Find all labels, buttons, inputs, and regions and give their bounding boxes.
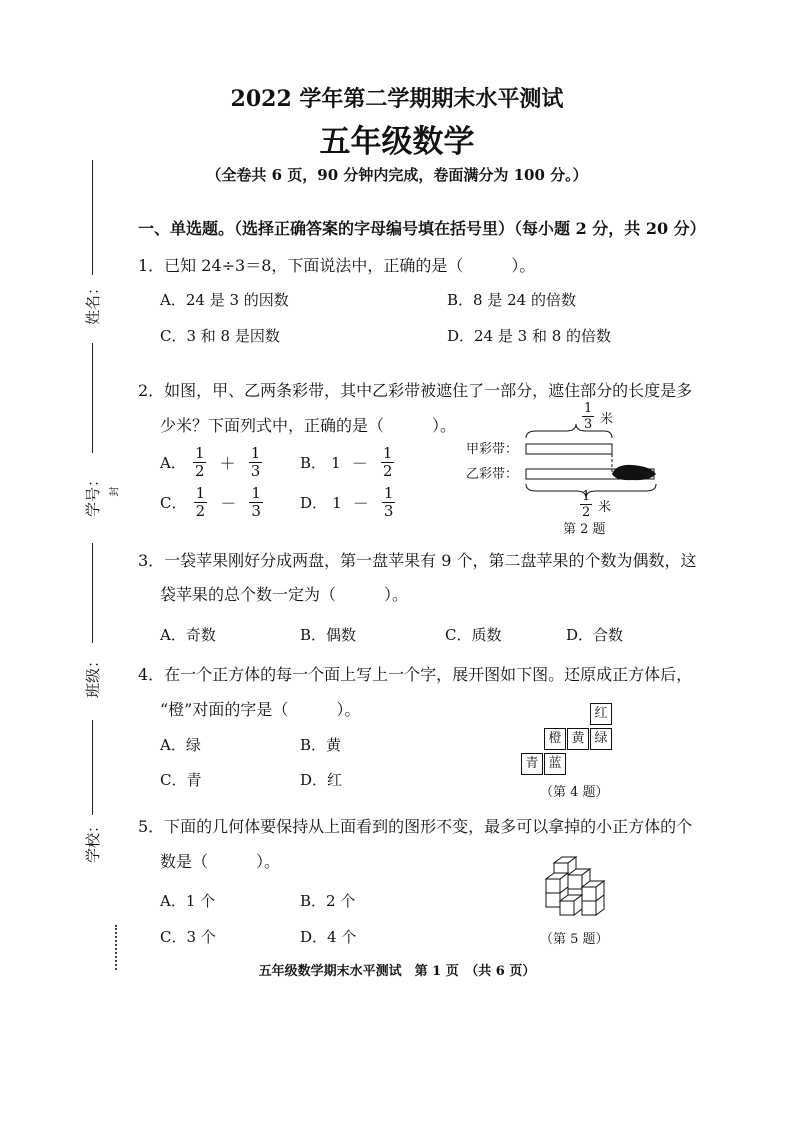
operator: －	[352, 494, 369, 513]
q3-stem-line1: 3．一袋苹果刚好分成两盘，第一盘苹果有 9 个，第二盘苹果的个数为偶数，这	[138, 551, 697, 570]
class-label: 班级：	[84, 652, 103, 699]
q2-figure-caption: 第 2 题	[563, 522, 606, 537]
q2-option-d	[300, 486, 397, 519]
q1-stem: 1．已知 24÷3＝8，下面说法中，正确的是（ ）。	[138, 256, 536, 275]
q5-option-b: B．2 个	[300, 892, 356, 910]
q3-option-a: A．奇数	[160, 626, 216, 644]
fraction: $\frac{1}{3}$	[383, 484, 394, 520]
q5-option-a: A．1 个	[160, 892, 216, 910]
name-label: 姓名：	[84, 279, 103, 326]
net-cell-mid3: 绿	[590, 728, 612, 750]
q1-option-a: A．24 是 3 的因数	[160, 291, 289, 309]
q2-option-c	[160, 486, 265, 519]
q5-option-d: D．4 个	[300, 928, 357, 946]
q2-bottom-fraction: $\frac{1}{2}$	[582, 489, 591, 520]
q2-option-d-label: D．	[300, 494, 328, 512]
fraction: $\frac{1}{3}$	[250, 444, 261, 480]
q4-option-c: C．青	[160, 771, 202, 789]
fraction: $\frac{1}{2}$	[194, 444, 205, 480]
q2-top-fraction: $\frac{1}{3}$	[584, 401, 593, 432]
q4-option-b: B．黄	[300, 736, 342, 754]
jia-label: 甲彩带：	[466, 442, 519, 457]
cube-net	[516, 703, 616, 778]
stacked-cubes-figure	[542, 853, 622, 928]
q1-option-c: C．3 和 8 是因数	[160, 327, 280, 345]
binding-seal-mark: 封	[109, 486, 121, 497]
q2-option-b	[300, 446, 396, 479]
q2-figure	[466, 402, 666, 537]
q5-stem-line2: 数是（ ）。	[160, 852, 281, 871]
q3-option-d: D．合数	[566, 626, 624, 644]
q3-option-c: C．质数	[445, 626, 502, 644]
q3-option-b: B．偶数	[300, 626, 357, 644]
operator: －	[220, 494, 237, 513]
q2-option-b-label: B．	[300, 454, 327, 472]
margin-line-4	[92, 720, 93, 815]
section-title: 一、单选题。（选择正确答案的字母编号填在括号里）（每小题 2 分，共 20 分）	[138, 219, 706, 238]
yi-label: 乙彩带：	[466, 467, 519, 482]
margin-line-2	[92, 343, 93, 453]
integer: 1	[331, 453, 341, 472]
q4-option-a: A．绿	[160, 736, 201, 754]
q5-figure-caption: （第 5 题）	[540, 932, 609, 947]
net-cell-bot1: 青	[521, 753, 543, 775]
q5-stem-line1: 5．下面的几何体要保持从上面看到的图形不变，最多可以拿掉的小正方体的个	[138, 817, 693, 836]
net-cell-bot2: 蓝	[544, 753, 566, 775]
operator: ＋	[219, 454, 236, 473]
q1-option-b: B．8 是 24 的倍数	[447, 291, 576, 309]
fraction: $\frac{1}{2}$	[382, 444, 393, 480]
q5-option-c: C．3 个	[160, 928, 216, 946]
q2-bottom-unit: 米	[598, 500, 612, 515]
fraction: $\frac{1}{2}$	[195, 484, 206, 520]
integer: 1	[332, 493, 342, 512]
q2-option-c-label: C．	[160, 494, 187, 512]
q2-stem-line2: 少米？下面列式中，正确的是（ ）。	[160, 416, 457, 435]
net-cell-mid1: 橙	[544, 728, 566, 750]
school-label: 学校：	[84, 817, 103, 864]
q4-stem-line1: 4．在一个正方体的每一个面上写上一个字，展开图如下图。还原成正方体后，	[138, 665, 693, 684]
q4-stem-line2: “橙”对面的字是（ ）。	[160, 700, 361, 719]
exam-title: 2022 学年第二学期期末水平测试	[230, 86, 564, 112]
q2-option-a	[160, 446, 264, 479]
net-cell-mid2: 黄	[567, 728, 589, 750]
net-cell-top: 红	[590, 703, 612, 725]
fraction: $\frac{1}{3}$	[251, 484, 261, 520]
q1-option-d: D．24 是 3 和 8 的倍数	[447, 327, 612, 345]
student-id-label: 学号：	[84, 471, 103, 518]
q2-stem-line1: 2．如图，甲、乙两条彩带，其中乙彩带被遮住了一部分，遮住部分的长度是多	[138, 381, 693, 400]
q4-option-d: D．红	[300, 771, 343, 789]
q4-figure-caption: （第 4 题）	[540, 785, 609, 800]
q3-stem-line2: 袋苹果的总个数一定为（ ）。	[160, 585, 409, 604]
subject-title: 五年级数学	[319, 124, 475, 160]
q2-option-a-label: A．	[160, 454, 186, 472]
margin-line-3	[92, 543, 93, 643]
ribbon-diagram	[466, 402, 666, 537]
operator: －	[351, 454, 368, 473]
exam-note: （全卷共 6 页，90 分钟内完成，卷面满分为 100 分。）	[206, 166, 588, 184]
page-footer: 五年级数学期末水平测试 第 1 页 （共 6 页）	[258, 964, 536, 979]
q2-top-unit: 米	[600, 412, 614, 427]
